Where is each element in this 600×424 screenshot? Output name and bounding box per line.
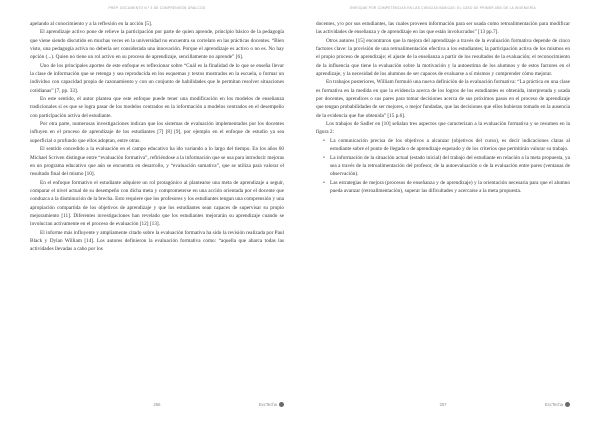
brand-mark-icon bbox=[279, 402, 284, 407]
paragraph: En trabajos posteriores, William formuló una nueva definición de la evaluación formativa: “La práctica en una clase es formativa en la medida en que la evidencia acerca de los logros de los estudiantes es obtenida, interpretada y usada por docentes, aprendices o sus pares para tomar decisiones acerca de sus próximos pasos en el proceso de aprendizaje que tengan probabilidades de ser mejores, o mejor fundadas, que las decisiones que ellos hubieran tomado en la ausencia de la evidencia que fue obtenida” [15 p.6]. bbox=[316, 79, 570, 119]
paragraph: Otros autores [15] encontraron que la mejora del aprendizaje a través de la evaluación formativa depende de cinco factores clave: la provisión de una retroalimentación efectiva a los estudiantes; la participación activa de los mismos en el propio proceso de aprendizaje; el ajuste de la enseñanza a partir de los resultados de la evaluación; el reconocimiento de la influencia que tiene la evaluación sobre la motivación y la autoestima de los alumnos y de estos factores en el aprendizaje, y la necesidad de los alumnos de ser capaces de evaluarse a sí mismos y comprender cómo mejorar. bbox=[316, 37, 570, 78]
list-item: • Las estrategias de mejora (procesos de enseñanza y de aprendizaje) y la orientación necesaria para que el alumno pueda avanzar (retroalimentación), superar las dificultades y acercarse a la meta propuesta. bbox=[330, 179, 570, 196]
right-page bbox=[300, 0, 600, 424]
list-item: • La comunicación precisa de los objetivos a alcanzar (objetivos del curso), es decir indicaciones claras al estudiante sobre el punto de llegada o de aprendizaje esperado y de los criterios que permitirán valorar su trabajo. bbox=[330, 137, 570, 154]
list-item: • La información de la situación actual (estado inicial) del trabajo del estudiante en relación a la meta propuesta, ya sea a través de la retroalimentación del profesor, de la autoevaluación o de la evaluación entre pares (ventanas de observación). bbox=[330, 154, 570, 179]
paragraph: En el enfoque formativo el estudiante adquiere un rol protagónico al plantearse una meta de aprendizaje a seguir, comparar el nivel actual de su desempeño con dicha meta y comprometerse en una acción orientada por el docente que conduzca a la disminución de la brecha. Esto requiere que los profesores y los estudiantes tengan una comprensión y una apropiación compartida de los objetivos de aprendizaje y que los estudiantes sean capaces de supervisar su propio mejoramiento [11]. Diferentes investigaciones han revelado que los estudiantes mejorarán su aprendizaje cuando se involucran activamente en el proceso de evaluación [12] [13]. bbox=[30, 179, 284, 228]
brand-label: ExcTecha bbox=[544, 402, 563, 407]
paragraph: docentes, y/o por sus estudiantes, las cuales proveen información para ser usada como retroalimentación para modificar las actividades de enseñanza y de aprendizaje en las que están involucrados” [13 pp.7]. bbox=[316, 21, 570, 36]
right-page-body bbox=[316, 20, 570, 195]
left-page-body bbox=[30, 20, 284, 254]
page-number: 257 bbox=[439, 402, 447, 407]
brand-logo bbox=[545, 402, 570, 407]
paragraph: Los trabajos de Sadler en [10] señalan tres aspectos que caracterizan a la evaluación formativa y se resumen en la figura 2: bbox=[316, 121, 570, 136]
paragraph: Por otra parte, numerosas investigaciones indican que los sistemas de evaluación implementados por los docentes influyen en el proceso de aprendizaje de los estudiantes [7] [8] [9], por ejemplo en el enfoque de estudio ya sea superficial o profundo que ellos adoptan, entre otras. bbox=[30, 121, 284, 144]
page-number: 256 bbox=[153, 402, 161, 407]
paragraph: apelando al conocimiento y a la reflexión en la acción [5]. bbox=[30, 21, 153, 27]
paragraph: El sentido concedido a la evaluación en el campo educativo ha ido variando a lo largo del tiempo. En los años 60 Michael Scriven distingue entre “evaluación formativa”, refiriéndose a la información que se usa para introducir mejoras en un programa educativo que aún se encuentra en desarrollo, y “evaluación sumativa”, que se utiliza para valorar el resultado final del mismo [10]. bbox=[30, 146, 284, 178]
paragraph: El aprendizaje activo pone de relieve la participación por parte de quien aprende, principio básico de la pedagogía que viene siendo discutido en muchas veces en la universidad no encuentra su correlato en las prácticas docentes. “Bien visto, una pedagogía activa no debería ser considerada una innovación. Porque el aprendizaje es activo o no es. No hay opción (...). Quien no tiene un rol activo en su proceso de aprendizaje, sencillamente no aprende” [6]. bbox=[30, 29, 284, 61]
brand-logo bbox=[259, 402, 284, 407]
paragraph: El informe más influyente y ampliamente citado sobre la evaluación formativa ha sido la revisión realizada por Paul Black y Dylan William [14]. Los autores definieron la evaluación formativa como: “aquella que abarca todas las actividades llevadas a cabo por los bbox=[30, 229, 284, 253]
brand-mark-icon bbox=[565, 402, 570, 407]
brand-label: ExcTecha bbox=[258, 402, 277, 407]
running-head: ENFOQUE POR COMPETENCIAS EN LAS CIENCIAS BÁSICAS: EL CASO DE PRIMER AÑO DE LA INGENIERÍA bbox=[350, 6, 536, 10]
paragraph: Uno de los principales aportes de este enfoque es reflexionar sobre “Cuál es la finalidad de lo que se enseña llevar la clase de información que se retenga y sea reproducida en los esquemas y textos mostrados en la escuela, o formar un individuo con capacidad propia de razonamiento y con un conjunto de habilidades que le permitan resolver situaciones cotidianas” [7, pp. 33]. bbox=[30, 62, 284, 94]
bullet-list bbox=[316, 137, 570, 195]
running-head: PREP. DOCUMENTO N.º 3 DE COMPRENSIÓN GRALCOG bbox=[108, 6, 206, 10]
paragraph: En este sentido, el autor plantea que este enfoque puede tener una modificación en los modelos de enseñanza tradicionales si es que se logra pasar de los modelos centrados en la información a modelos centrados en el desempeño con participación activa del estudiante. bbox=[30, 96, 284, 119]
